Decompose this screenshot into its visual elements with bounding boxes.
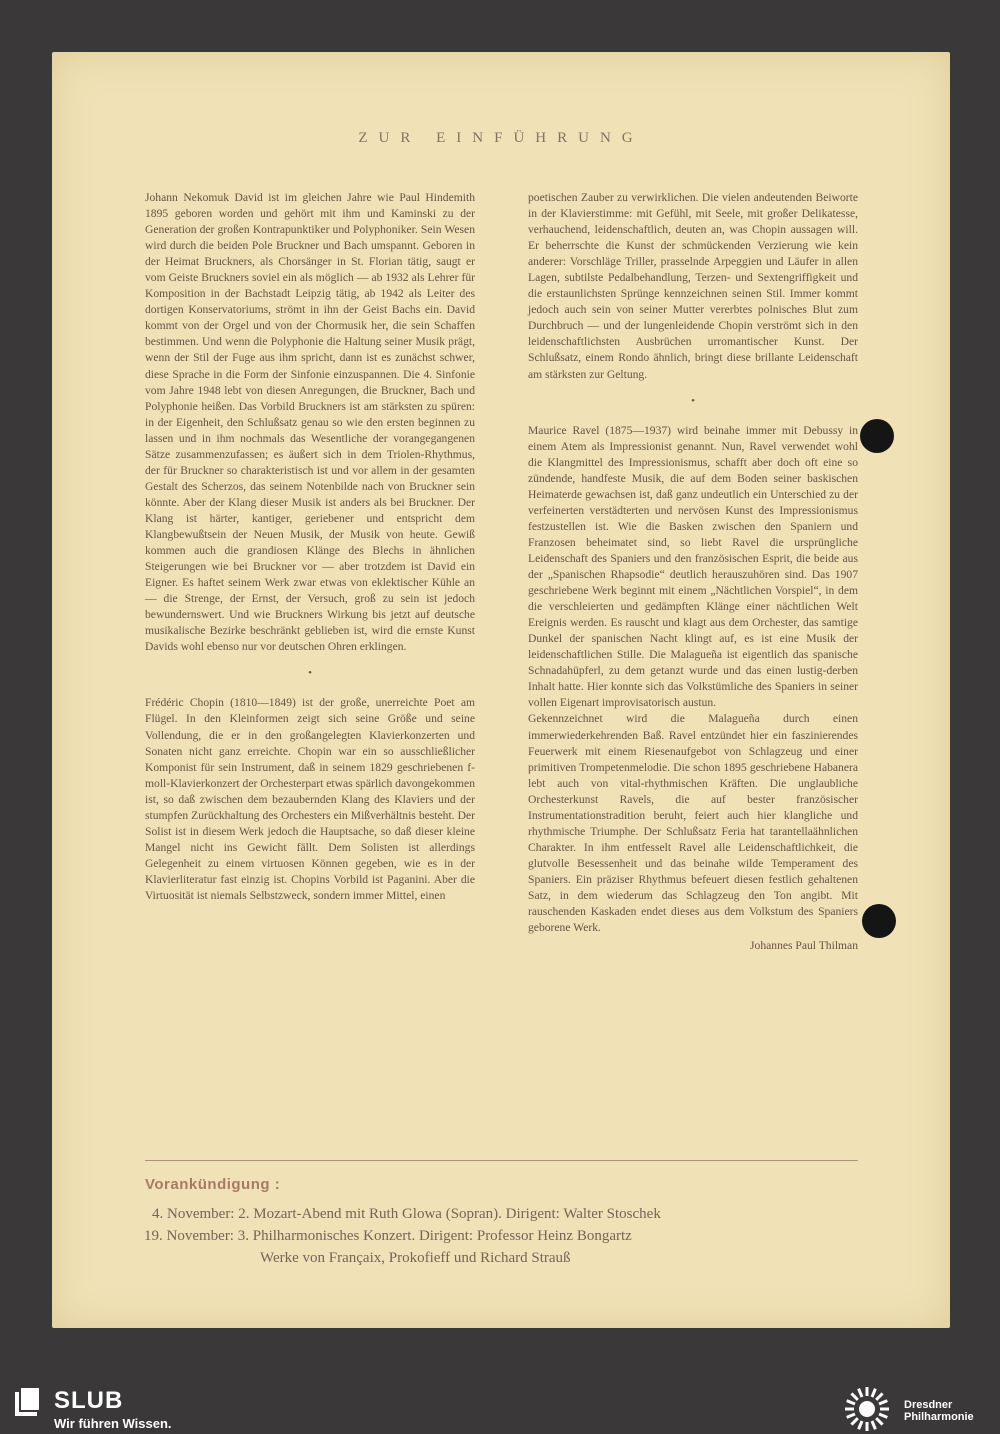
philharmonie-name[interactable]: [904, 1399, 974, 1423]
punch-hole: [862, 904, 896, 938]
left-column: [145, 190, 475, 904]
slub-logo-icon: [12, 1388, 42, 1418]
david-paragraph: Johann Nekomuk David ist im gleichen Jahre wie Paul Hindemith 1895 geboren worden und gehört mit ihm und Kaminski zu der Generation der großen Kontrapunktiker und Polyphoniker. Sein Wesen wird durch die beiden Pole Bruckner und Bach umspannt. Geboren in der Heimat Bruckners, als Chorsänger in St. Florian tätig, saugt er vom Geiste Bruckners soviel ein als möglich — ab 1932 als Lehrer für Komposition in der Bachstadt Leipzig tätig, ab 1942 als Leiter des dortigen Konservatoriums, strömt in ihn der Geist Bachs ein. David kommt von der Orgel und von der Chormusik her, die sein Schaffen bestimmen. Und wenn die Polyphonie die Haltung seiner Musik prägt, wenn der Stil der Fuge aus ihm spricht, dann ist es zunächst schwer, diese Sprache in die Form der Sinfonie einzuspannen. Die 4. Sinfonie vom Jahre 1948 lebt von diesen Anregungen, die Bruckner, Bach und Polyphonie heißen. Das Vorbild Bruckners ist am stärksten zu spüren: in der Eigenheit, den Schlußsatz genau so wie den ersten beginnen zu lassen und in ihm nochmals das Wesentliche der vorangegangenen Sätze zusammenzufassen; es äußert sich in dem Triolen-Rhythmus, der für Bruckner so charakteristisch ist und vor allem in der gesamten Gestalt des Scherzos, das seinem Notenbilde nach von Bruckner sein könnte. Aber der Klang dieser Musik ist anders als bei Bruckner. Der Klang ist härter, kantiger, geriebener und entspricht dem Klangbewußtsein der Neuen Musik, der Musik von heute. Gewiß kommen auch die grandiosen Klänge des Blechs in ähnlichen Steigerungen wie bei Bruckner vor — aber trotzdem ist David ein Eigner. Es haftet seinem Werk zwar etwas von eklektischer Kühle an — die Strenge, der Ernst, der Versuch, groß zu sein ist jedoch bewundernswert. Und wie Bruckners Wirkung bis jetzt auf deutsche musikalische Bezirke beschränkt geblieben ist, wird die ernste Kunst Davids wohl ebenso nur vor deutschen Ohren erklingen.: [145, 191, 475, 654]
viewer-footer: [0, 1384, 1000, 1434]
ravel-paragraph: Maurice Ravel (1875—1937) wird beinahe immer mit Debussy in einem Atem als Impressionist genannt. Nun, Ravel verwendet wohl die Klangmittel des Impressionismus, schafft aber doch oft eine so zündende, handfeste Musik, die auf dem Boden seiner baskischen Heimaterde gewachsen ist, daß ganz undeutlich ein Unterschied zu der verfeinerten verstädterten und nervösen Kunst des Impressionismus festzustellen ist. Wie die Basken zwischen den Spaniern und Franzosen beheimatet sind, so liebt Ravel die ursprüngliche Leidenschaft des Spaniers und den französischen Esprit, die beide aus der „Spanischen Rhapsodie“ deutlich herauszuhören sind. Das 1907 geschriebene Werk beginnt mit einem „Nächtlichen Vorspiel“, in dem die verschleierten und gedämpften Klänge einer nächtlichen Welt Ereignis werden. Es rauscht und klagt aus dem Orchester, das samtige Dunkel der spanischen Nacht klingt auf, es ist eine Musik der leidenschaftlichen Stille. Die Malagueña ist eigentlich das spanische Schnadahüpferl, zu dem getanzt wurde und das einen lustig-derben Inhalt hatte. Hier konnte sich das Volkstümliche des Spaniers in seiner vollen Eigenart improvisatorisch austun.: [528, 423, 858, 710]
chopin-continuation-paragraph: poetischen Zauber zu verwirklichen. Die vielen andeutenden Beiworte in der Klavierstimme: mit Gefühl, mit Seele, mit großer Delikatesse, verhauchend, leidenschaftlich, deuten an, was Chopin aussagen will. Er beherrschte die Kunst der schmückenden Verzierung wie kein anderer: Vorschläge Triller, prasselnde Arpeggien und Läufer in allen Lagen, subtilste Pedalbehandlung, Terzen- und Sextengriffigkeit und die erstaunlichsten Sprünge kennzeichnen seinen Stil. Immer kommt jedoch auch sein von seiner Mutter vererbtes polnisches Blut zum Durchbruch — und der lungenleidende Chopin verströmt sich in den leidenschaftlichsten Ausbrüchen urromantischer Kunst. Der Schlußsatz, einem Rondo ähnlich, bringt diese brillante Leidenschaft am stärksten zur Geltung.: [528, 191, 858, 381]
announcement-line-1: 4. November: 2. Mozart-Abend mit Ruth Glowa (Sopran). Dirigent: Walter Stoschek: [152, 1206, 661, 1222]
separator-dot: •: [308, 667, 312, 680]
punch-hole: [860, 419, 894, 453]
page-heading: ZUR EINFÜHRUNG: [358, 130, 644, 146]
announcement-line-3: Werke von Françaix, Prokofieff und Richard Strauß: [260, 1250, 571, 1266]
ravel-paragraph-continued: Gekennzeichnet wird die Malagueña durch einen immerwiederkehrenden Baß. Ravel entzündet hier ein faszinierendes Feuerwerk mit einem Riesenaufgebot von Schlagzeug und einer primitiven Trompetenmelodie. Die schon 1895 geschriebene Habanera lebt auch von vital-rhythmischen Kräften. Die unglaubliche Orchesterkunst Ravels, die auf bester französischer Instrumentationstradition beruht, feiert auch hier klangliche und rhythmische Triumphe. Der Schlußsatz Feria hat tarantellaähnlichen Charakter. In ihm entfesselt Ravel alle Leidenschaftlichkeit, die glutvolle Besessenheit und das beinahe wilde Temperament des Spaniers. Ein präziser Rhythmus befeuert diesen festlich gehaltenen Satz, in dem wiederum das Schlagzeug den Ton angibt. Mit rauschenden Kaskaden endet dieses aus dem Volkstum des Spaniers geborene Werk.: [528, 712, 858, 935]
chopin-paragraph: Frédéric Chopin (1810—1849) ist der große, unerreichte Poet am Flügel. In den Kleinformen zeigt sich seine Größe und seine Vollendung, die er in den großangelegten Klavierkonzerten und Sonaten nicht ganz erreichte. Chopin war ein so ausschließlicher Komponist für sein Instrument, daß in seinem 1829 geschriebenen f-moll-Klavierkonzert der Orchesterpart etwas spärlich davongekommen ist, so daß zwischen dem bezaubernden Klang des Klaviers und der stumpfen Zurückhaltung des Orchesters ein Mißverhältnis besteht. Der Solist ist in diesem Werk jedoch die Hauptsache, so daß dieser kleine Mangel nicht ins Gewicht fällt. Dem Solisten ist allerdings Gelegenheit zu einem virtuosen Können gegeben, wie es in der Klavierliteratur fast einzig ist. Chopins Vorbild ist Paganini. Aber die Virtuosität ist niemals Selbstzweck, sondern immer Mittel, einen: [145, 696, 475, 902]
right-column: [528, 190, 858, 954]
separator-dot: •: [691, 394, 695, 407]
philharmonie-name-line-2: Philharmonie: [904, 1411, 974, 1423]
philharmonie-logo-icon: [840, 1386, 894, 1432]
divider-line: [145, 1160, 858, 1161]
philharmonie-name-line-1: Dresdner: [904, 1399, 953, 1411]
announcement-line-2: 19. November: 3. Philharmonisches Konzert. Dirigent: Professor Heinz Bongartz: [144, 1228, 632, 1244]
announcement-title: Vorankündigung :: [145, 1176, 281, 1193]
slub-tagline: Wir führen Wissen.: [54, 1416, 172, 1431]
author-signature: Johannes Paul Thilman: [750, 939, 858, 953]
program-page: [52, 52, 950, 1328]
slub-name[interactable]: SLUB: [54, 1387, 124, 1414]
